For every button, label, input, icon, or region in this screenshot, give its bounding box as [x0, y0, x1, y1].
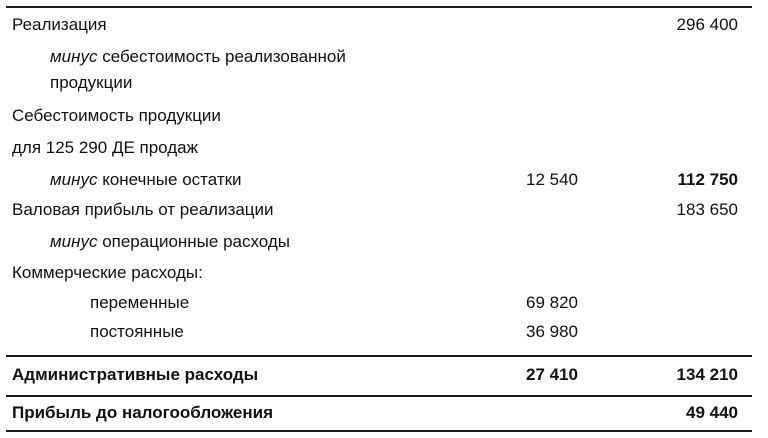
table-row — [6, 199, 752, 225]
row-label: постоянные — [90, 322, 184, 341]
row-label: для 125 290 ДЕ продаж — [12, 138, 199, 157]
table-row — [6, 14, 752, 40]
table-rule — [6, 355, 752, 357]
row-value-total: 296 400 — [676, 15, 738, 34]
row-label: Прибыль до налогообложения — [12, 403, 273, 422]
table-row — [6, 105, 752, 131]
row-label: минус конечные остатки — [50, 170, 242, 189]
row-label: минус себестоимость реализованной — [50, 47, 346, 66]
table-row — [6, 321, 752, 347]
row-value-sub: 27 410 — [526, 365, 578, 384]
table-row — [6, 72, 752, 98]
row-label: Валовая прибыль от реализации — [12, 200, 274, 219]
table-row — [6, 169, 752, 195]
table-rule — [6, 395, 752, 397]
row-value-sub: 36 980 — [526, 322, 578, 341]
row-value-total: 112 750 — [677, 170, 738, 189]
row-label: продукции — [50, 73, 133, 92]
row-label: Себестоимость продукции — [12, 106, 221, 125]
row-value-sub: 12 540 — [526, 170, 578, 189]
table-row — [6, 137, 752, 163]
row-value-sub: 69 820 — [526, 293, 578, 312]
row-label: Коммерческие расходы: — [12, 263, 203, 282]
table-bottom-rule — [6, 430, 752, 432]
row-label: Административные расходы — [12, 365, 259, 384]
table-row — [6, 364, 752, 390]
row-label: переменные — [90, 293, 190, 312]
row-value-total: 49 440 — [686, 403, 738, 422]
row-value-total: 183 650 — [676, 200, 738, 219]
table-row — [6, 402, 752, 428]
row-value-total: 134 210 — [676, 365, 738, 384]
table-row — [6, 262, 752, 288]
row-label: Реализация — [12, 15, 107, 34]
table-row — [6, 46, 752, 72]
table-top-rule — [6, 6, 752, 8]
row-label: минус операционные расходы — [50, 232, 291, 251]
table-row — [6, 231, 752, 257]
table-row — [6, 292, 752, 318]
